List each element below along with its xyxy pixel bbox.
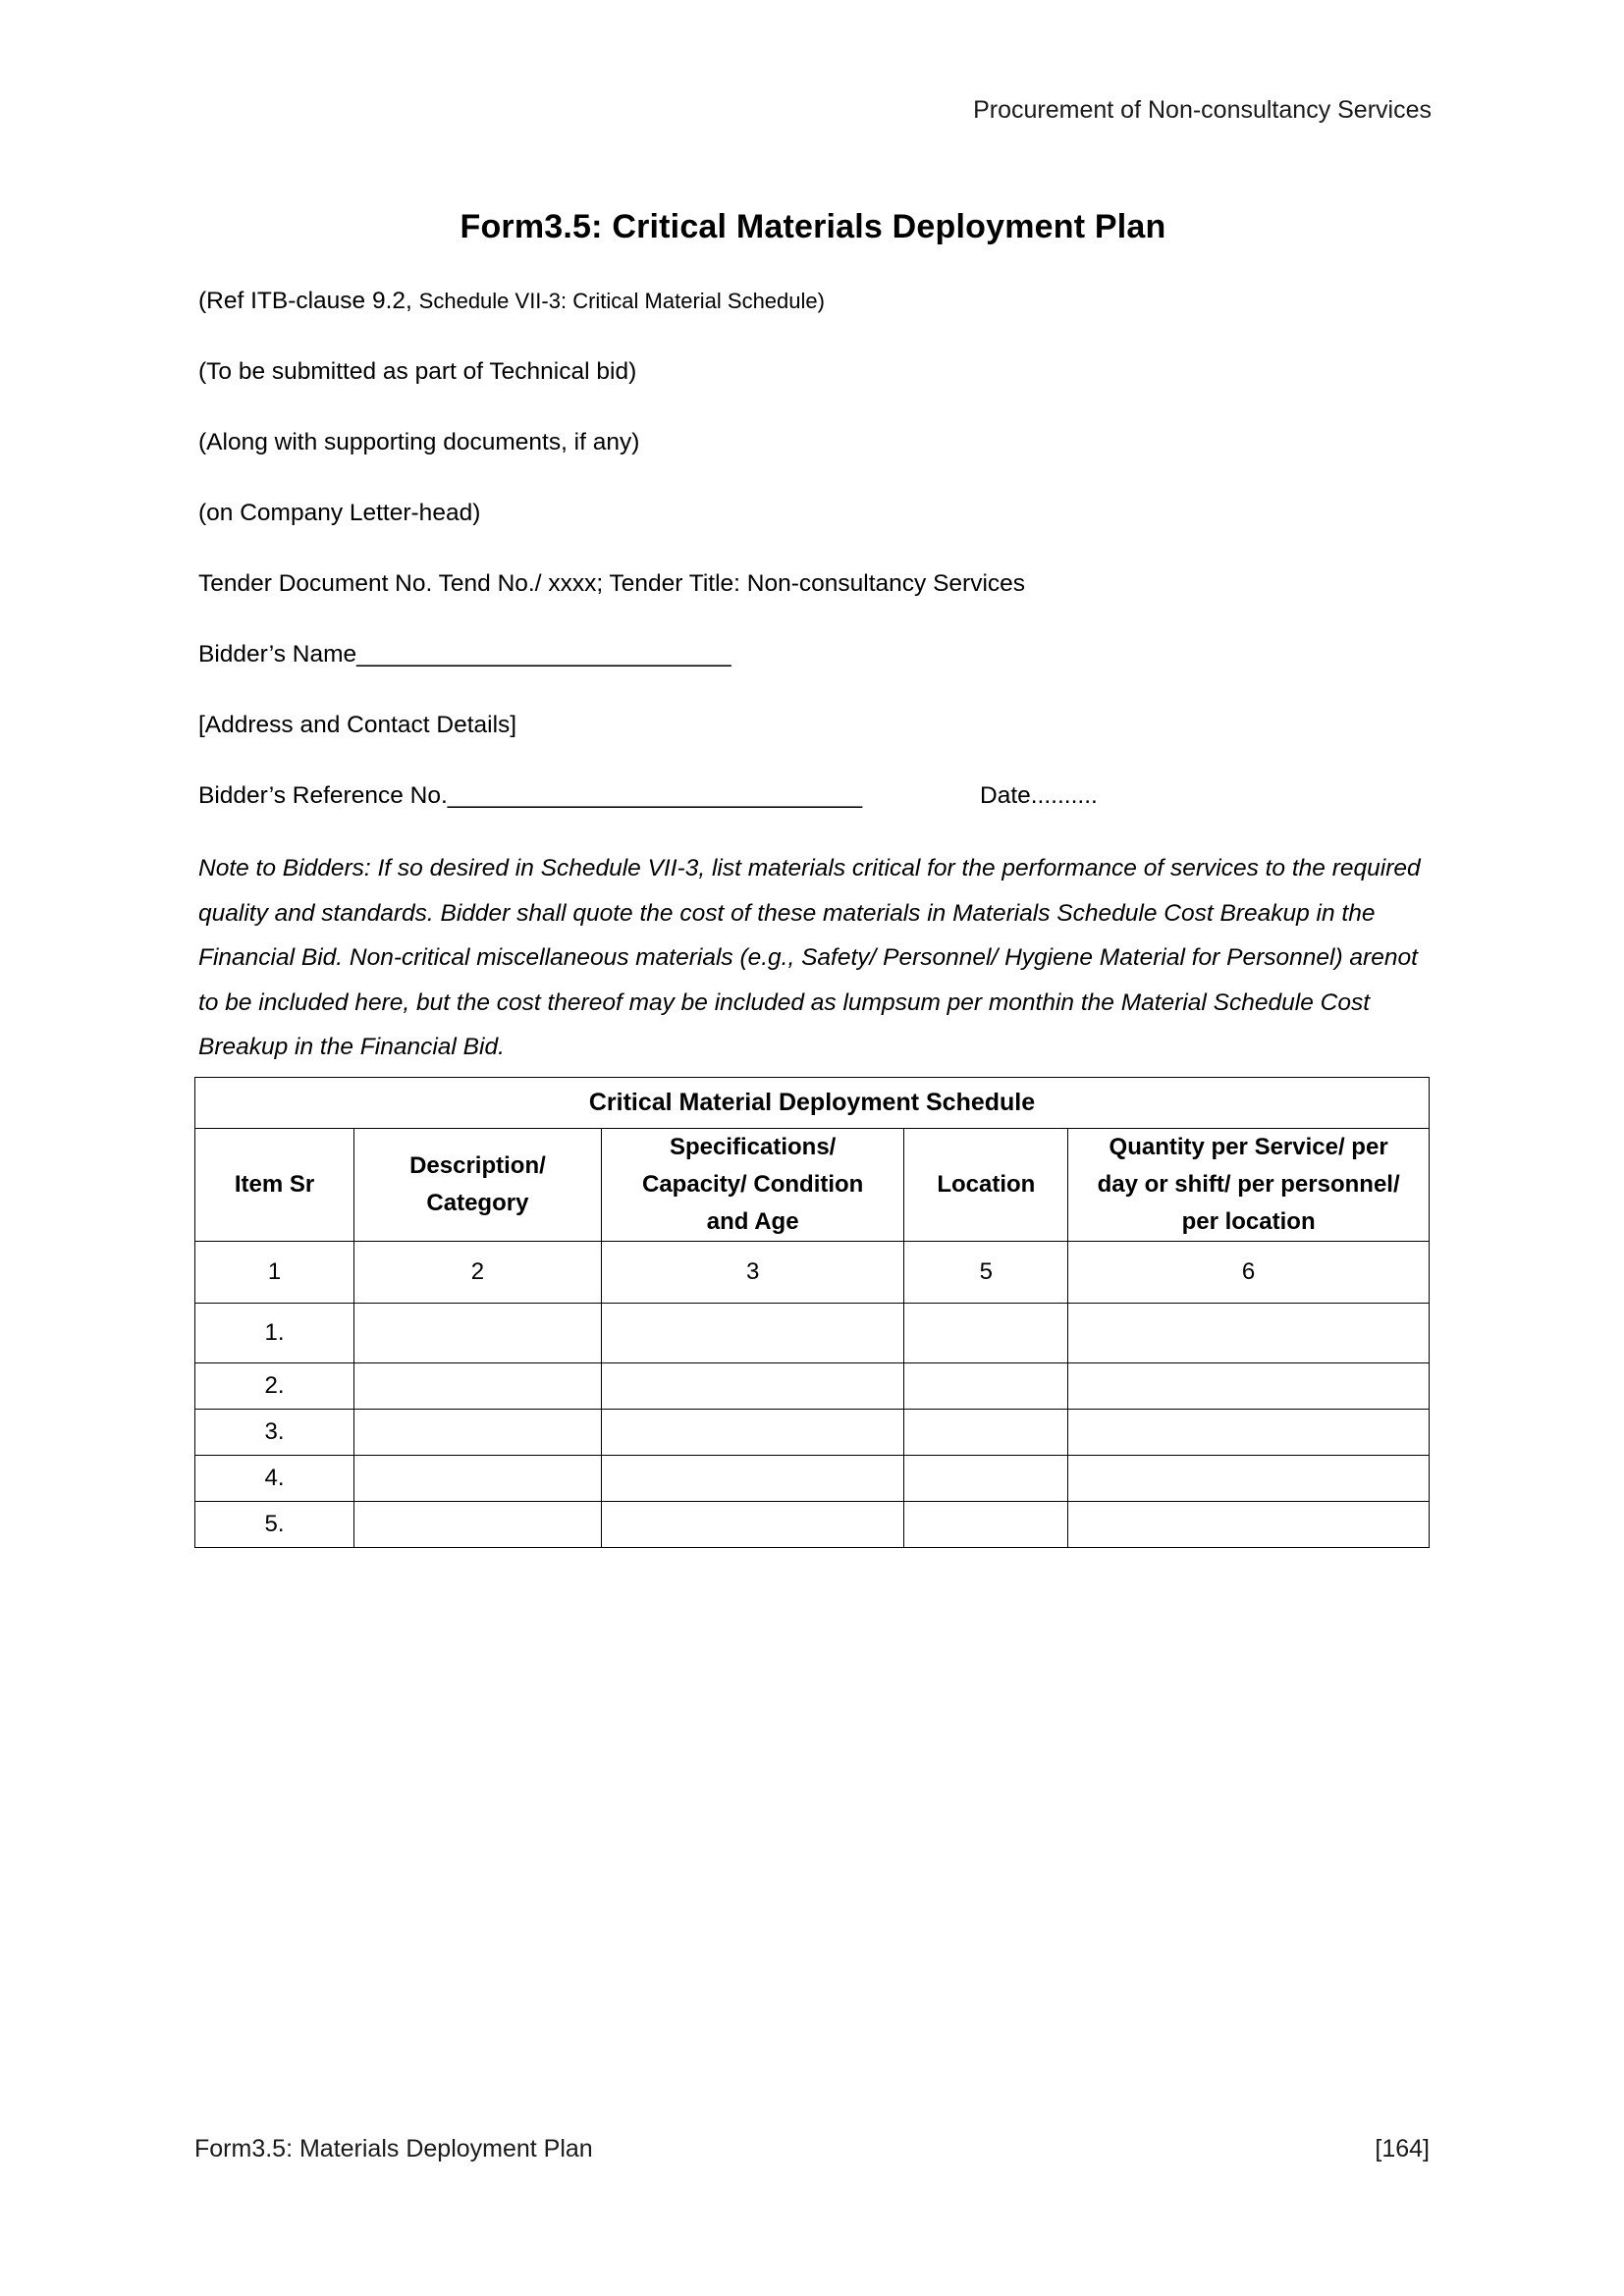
bidder-name-field[interactable]: Bidder’s Name____________________________ <box>198 641 731 667</box>
row-quantity-cell[interactable] <box>1068 1410 1430 1456</box>
row-specifications-cell[interactable] <box>601 1363 904 1410</box>
column-header-specifications-line2: Capacity/ Condition <box>642 1171 864 1198</box>
column-header-quantity-line3: per location <box>1181 1208 1316 1235</box>
column-header-location: Location <box>904 1129 1068 1242</box>
row-specifications-cell[interactable] <box>601 1410 904 1456</box>
column-header-specifications <box>601 1129 904 1242</box>
row-location-cell[interactable] <box>904 1502 1068 1548</box>
column-number-6: 6 <box>1068 1242 1430 1304</box>
row-location-cell[interactable] <box>904 1304 1068 1363</box>
column-header-quantity-line1: Quantity per Service/ per <box>1109 1134 1388 1160</box>
table-column-numbering-row <box>195 1242 1430 1304</box>
reference-line-main: (Ref ITB-clause 9.2, <box>198 288 419 314</box>
page-footer <box>194 2135 1430 2163</box>
footer-left-text: Form3.5: Materials Deployment Plan <box>194 2135 593 2163</box>
table-row <box>195 1502 1430 1548</box>
tender-details: Tender Document No. Tend No./ xxxx; Tender Title: Non-consultancy Services <box>198 570 1026 597</box>
letterhead-note: (on Company Letter-head) <box>198 500 481 526</box>
row-quantity-cell[interactable] <box>1068 1456 1430 1502</box>
column-header-specifications-line1: Specifications/ <box>669 1134 837 1160</box>
row-serial: 1. <box>195 1304 354 1363</box>
column-header-description-line2: Category <box>426 1190 529 1216</box>
row-quantity-cell[interactable] <box>1068 1363 1430 1410</box>
row-serial: 4. <box>195 1456 354 1502</box>
row-description-cell[interactable] <box>354 1410 602 1456</box>
column-number-2: 2 <box>354 1242 602 1304</box>
table-title: Critical Material Deployment Schedule <box>195 1078 1430 1129</box>
reference-line <box>198 288 825 315</box>
row-description-cell[interactable] <box>354 1304 602 1363</box>
row-location-cell[interactable] <box>904 1410 1068 1456</box>
column-number-3: 3 <box>601 1242 904 1304</box>
reference-line-detail: Schedule VII-3: Critical Material Schedule) <box>418 289 825 313</box>
submission-note: (To be submitted as part of Technical bid) <box>198 358 637 385</box>
row-serial: 5. <box>195 1502 354 1548</box>
row-serial: 2. <box>195 1363 354 1410</box>
column-header-description <box>354 1129 602 1242</box>
row-serial: 3. <box>195 1410 354 1456</box>
column-header-item-sr: Item Sr <box>195 1129 354 1242</box>
column-header-quantity <box>1068 1129 1430 1242</box>
date-field[interactable]: Date.......... <box>980 782 1098 809</box>
column-number-5: 5 <box>904 1242 1068 1304</box>
row-quantity-cell[interactable] <box>1068 1304 1430 1363</box>
table-row <box>195 1304 1430 1363</box>
address-contact-placeholder: [Address and Contact Details] <box>198 712 517 738</box>
page-header-text: Procurement of Non-consultancy Services <box>973 96 1432 124</box>
note-to-bidders: Note to Bidders: If so desired in Schedule VII-3, list materials critical for the performance of services to the required quality and standards. Bidder shall quote the cost of these materials in Materials Schedule Cost Breakup in the Financial Bid. Non-critical miscellaneous materials (e.g., Safety/ Personnel/ Hygiene Material for Personnel) arenot to be included here, but the cost thereof may be included as lumpsum per monthin the Material Schedule Cost Breakup in the Financial Bid. <box>198 855 1421 1060</box>
row-specifications-cell[interactable] <box>601 1502 904 1548</box>
table-title-row <box>195 1078 1430 1129</box>
table-row <box>195 1456 1430 1502</box>
row-specifications-cell[interactable] <box>601 1304 904 1363</box>
critical-material-deployment-schedule-table <box>194 1077 1430 1548</box>
supporting-documents-note: (Along with supporting documents, if any) <box>198 429 640 455</box>
footer-page-number: [164] <box>1375 2135 1430 2163</box>
row-description-cell[interactable] <box>354 1363 602 1410</box>
row-description-cell[interactable] <box>354 1456 602 1502</box>
page-title: Form3.5: Critical Materials Deployment Plan <box>460 208 1166 245</box>
column-header-description-line1: Description/ <box>409 1152 546 1179</box>
row-description-cell[interactable] <box>354 1502 602 1548</box>
table-row <box>195 1363 1430 1410</box>
column-number-1: 1 <box>195 1242 354 1304</box>
row-location-cell[interactable] <box>904 1456 1068 1502</box>
column-header-quantity-line2: day or shift/ per personnel/ <box>1097 1171 1400 1198</box>
row-location-cell[interactable] <box>904 1363 1068 1410</box>
row-quantity-cell[interactable] <box>1068 1502 1430 1548</box>
table-header-row <box>195 1129 1430 1242</box>
table-row <box>195 1410 1430 1456</box>
column-header-specifications-line3: and Age <box>706 1208 799 1235</box>
row-specifications-cell[interactable] <box>601 1456 904 1502</box>
bidder-reference-field[interactable]: Bidder’s Reference No._______________________________ <box>198 782 863 809</box>
